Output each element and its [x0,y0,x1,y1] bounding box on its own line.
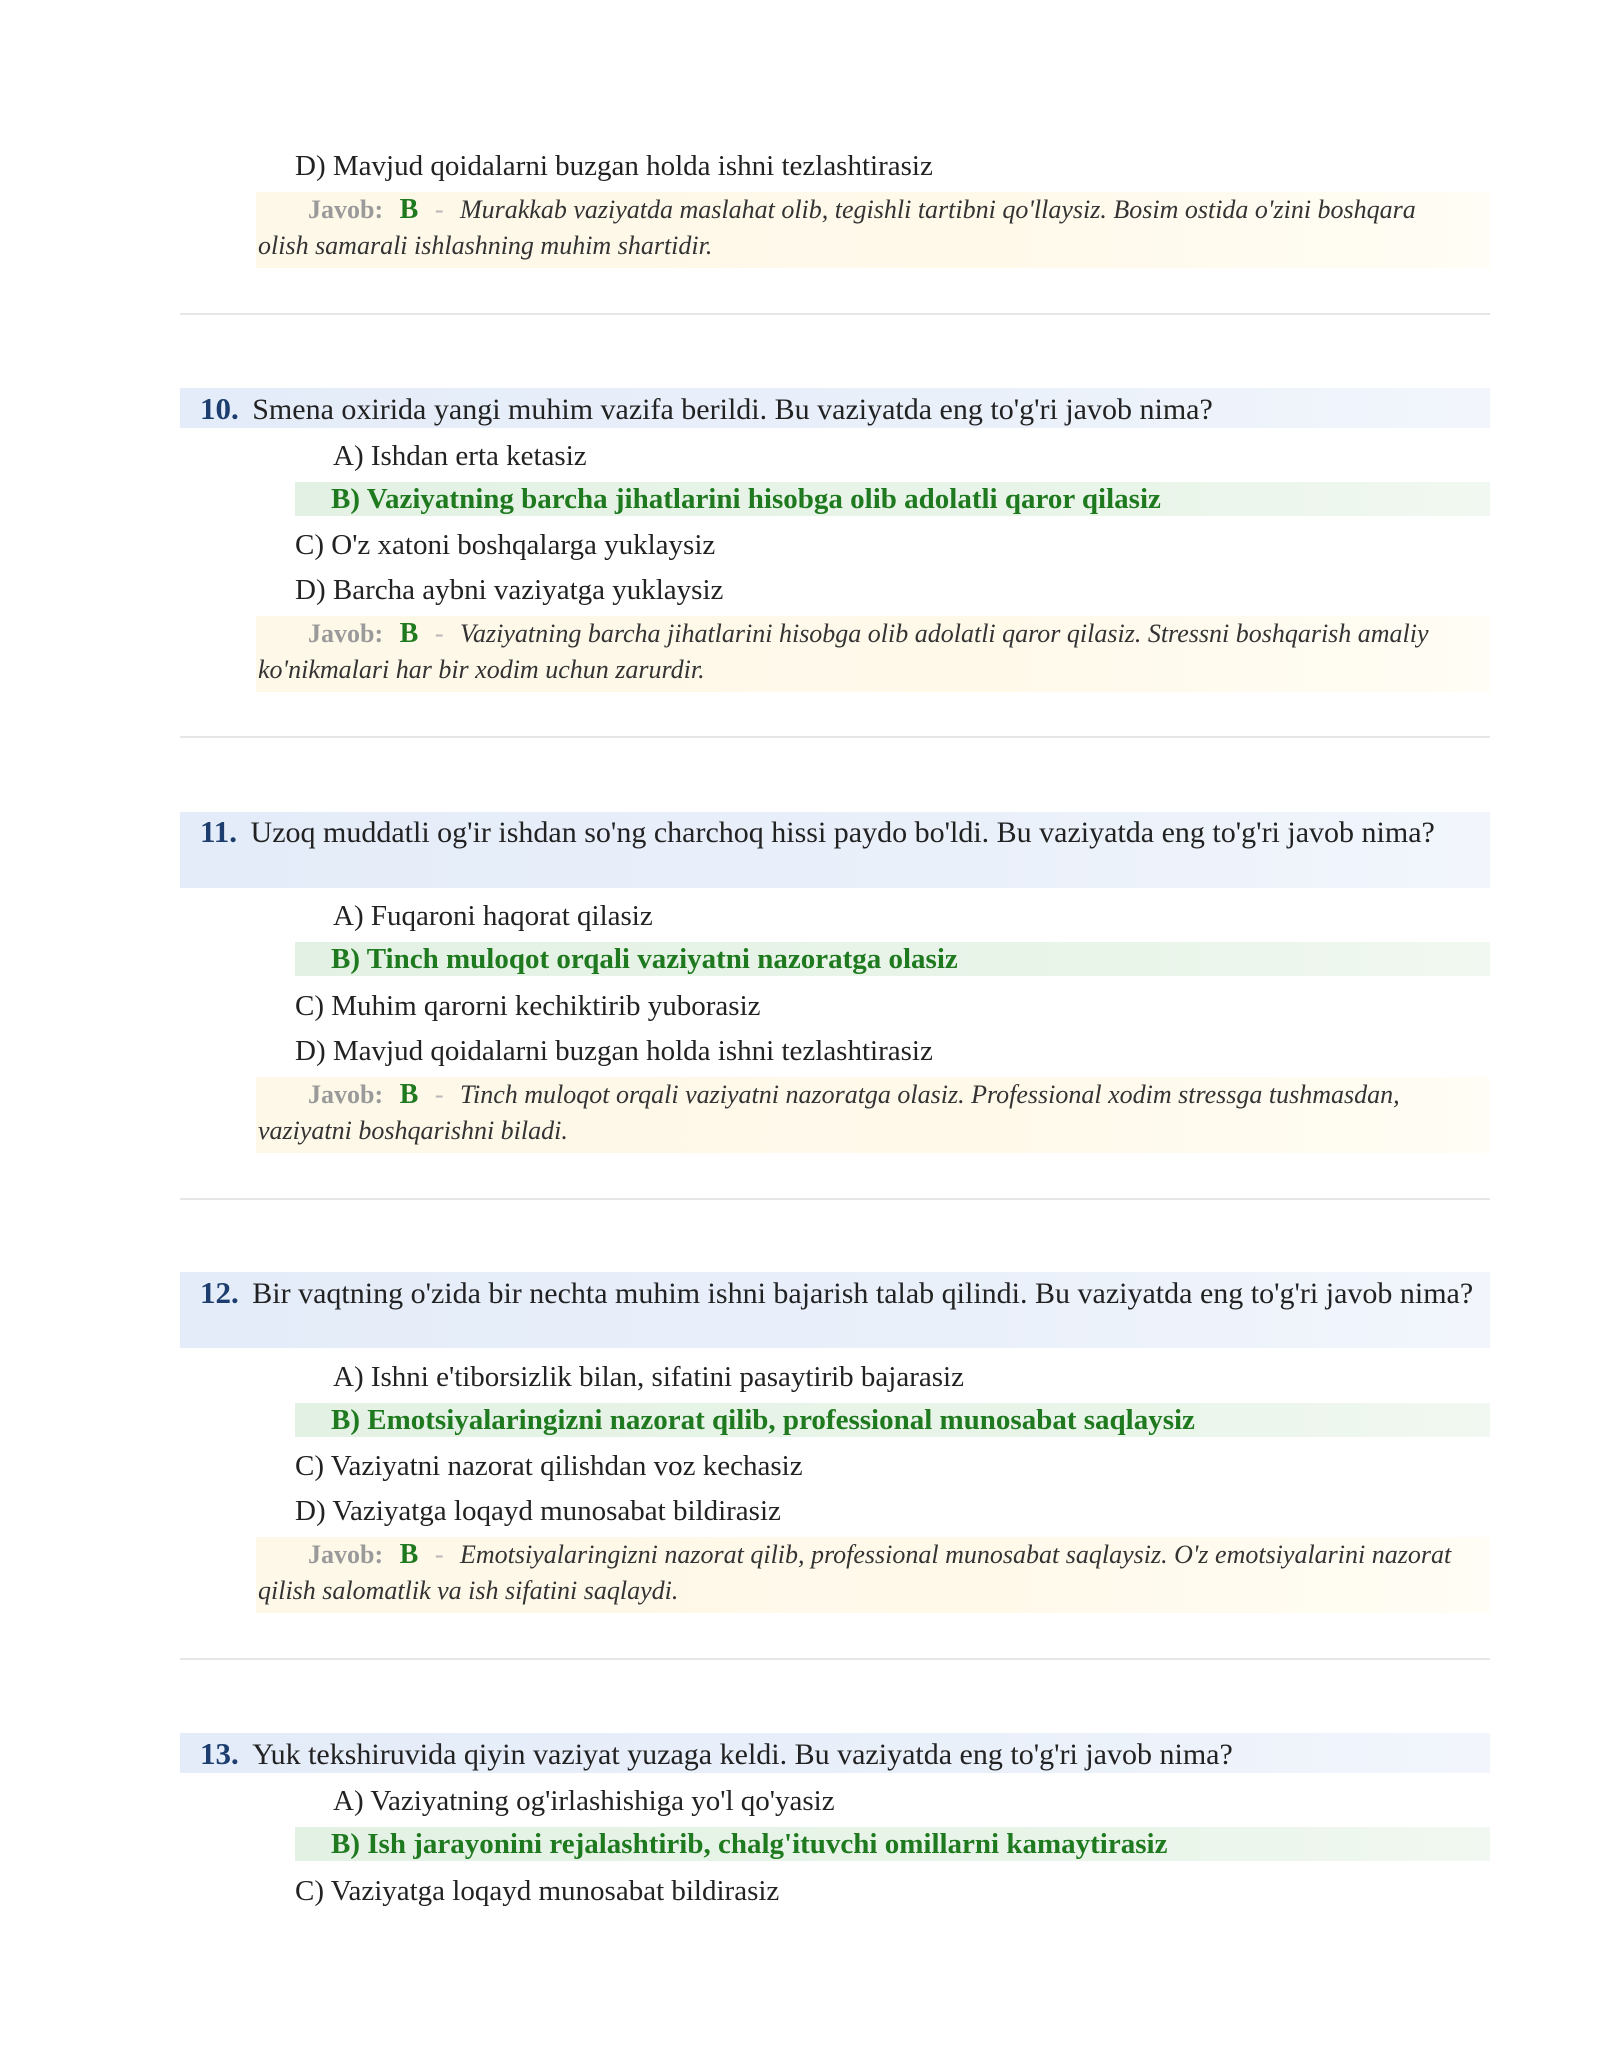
q10-answer-letter: B [399,618,419,649]
q9-answer-label: Javob: [308,195,384,224]
q10-number: 10. [200,391,239,426]
q11-answer-dash: - [434,1080,444,1109]
q10-answer-text: Vaziyatning barcha jihatlarini hisobga olib adolatli qaror qilasiz. Stressni boshqarish amaliy ko'nikmalari har bir xodim uchun zarurdir. [258,619,1429,684]
q11-question-text: Uzoq muddatli og'ir ishdan so'ng charchoq hissi paydo bo'ldi. Bu vaziyatda eng to'g'ri javob nima? [250,816,1435,849]
q12-option-d: D) Vaziyatga loqayd munosabat bildirasiz [295,1495,781,1527]
q10-option-b: B) Vaziyatning barcha jihatlarini hisobga olib adolatli qaror qilasiz [331,483,1161,515]
q12-answer-letter: B [399,1539,419,1570]
q10-answer-dash: - [434,619,444,648]
divider [180,736,1490,738]
q12-answer-content [258,1537,1468,1609]
q11-answer-letter: B [399,1079,419,1110]
divider [180,1198,1490,1200]
q11-answer-box [256,1077,1490,1153]
q11-answer-text: Tinch muloqot orqali vaziyatni nazoratga olasiz. Professional xodim stressga tushmasdan, vaziyatni boshqarishni biladi. [258,1080,1400,1145]
q13-question [180,1734,1490,1775]
q12-answer-text: Emotsiyalaringizni nazorat qilib, professional munosabat saqlaysiz. O'z emotsiyalarini nazorat qilish salomatlik va ish sifatini saqlaydi. [258,1540,1452,1605]
q13-option-b: B) Ish jarayonini rejalashtirib, chalg'ituvchi omillarni kamaytirasiz [331,1828,1168,1860]
q10-option-a: A) Ishdan erta ketasiz [333,440,587,472]
q11-answer-content [258,1077,1468,1149]
q12-option-b-correct [295,1403,1490,1437]
q9-answer-letter: B [399,194,419,225]
q11-option-a: A) Fuqaroni haqorat qilasiz [333,900,653,932]
divider [180,1658,1490,1660]
q10-question [180,389,1490,430]
q12-answer-dash: - [434,1540,444,1569]
q10-option-c: C) O'z xatoni boshqalarga yuklaysiz [295,529,716,561]
q11-question [180,812,1490,853]
q12-answer-box [256,1537,1490,1613]
q10-question-text: Smena oxirida yangi muhim vazifa berildi. Bu vaziyatda eng to'g'ri javob nima? [252,393,1213,426]
q12-option-c: C) Vaziyatni nazorat qilishdan voz kechasiz [295,1450,803,1482]
q12-number: 12. [200,1275,239,1310]
q13-option-a: A) Vaziyatning og'irlashishiga yo'l qo'yasiz [333,1785,835,1817]
q11-option-b-correct [295,942,1490,976]
q11-answer-label: Javob: [308,1080,384,1109]
q11-option-c: C) Muhim qarorni kechiktirib yuborasiz [295,990,761,1022]
q12-answer-label: Javob: [308,1540,384,1569]
q11-number: 11. [200,814,238,849]
q9-option-d: D) Mavjud qoidalarni buzgan holda ishni tezlashtirasiz [295,150,933,182]
q13-option-b-correct [295,1827,1490,1861]
q12-question-text: Bir vaqtning o'zida bir nechta muhim ishni bajarish talab qilindi. Bu vaziyatda eng to'g'ri javob nima? [252,1277,1474,1310]
q9-answer-content [258,192,1468,264]
q11-option-d: D) Mavjud qoidalarni buzgan holda ishni tezlashtirasiz [295,1035,933,1067]
q13-question-text: Yuk tekshiruvida qiyin vaziyat yuzaga keldi. Bu vaziyatda eng to'g'ri javob nima? [252,1738,1233,1771]
q9-answer-box [256,192,1490,268]
q9-answer-text: Murakkab vaziyatda maslahat olib, tegishli tartibni qo'llaysiz. Bosim ostida o'zini boshqara olish samarali ishlashning muhim shartidir. [258,195,1416,260]
divider [180,313,1490,315]
q10-option-d: D) Barcha aybni vaziyatga yuklaysiz [295,574,724,606]
q10-answer-content [258,616,1468,688]
q11-option-b: B) Tinch muloqot orqali vaziyatni nazoratga olasiz [331,943,958,975]
q10-option-b-correct [295,482,1490,516]
q9-answer-dash: - [434,195,444,224]
q13-number: 13. [200,1736,239,1771]
q10-answer-label: Javob: [308,619,384,648]
q12-question [180,1273,1490,1314]
q12-option-a: A) Ishni e'tiborsizlik bilan, sifatini pasaytirib bajarasiz [333,1361,964,1393]
q12-option-b: B) Emotsiyalaringizni nazorat qilib, professional munosabat saqlaysiz [331,1404,1195,1436]
q10-answer-box [256,616,1490,692]
q13-option-c: C) Vaziyatga loqayd munosabat bildirasiz [295,1875,780,1907]
